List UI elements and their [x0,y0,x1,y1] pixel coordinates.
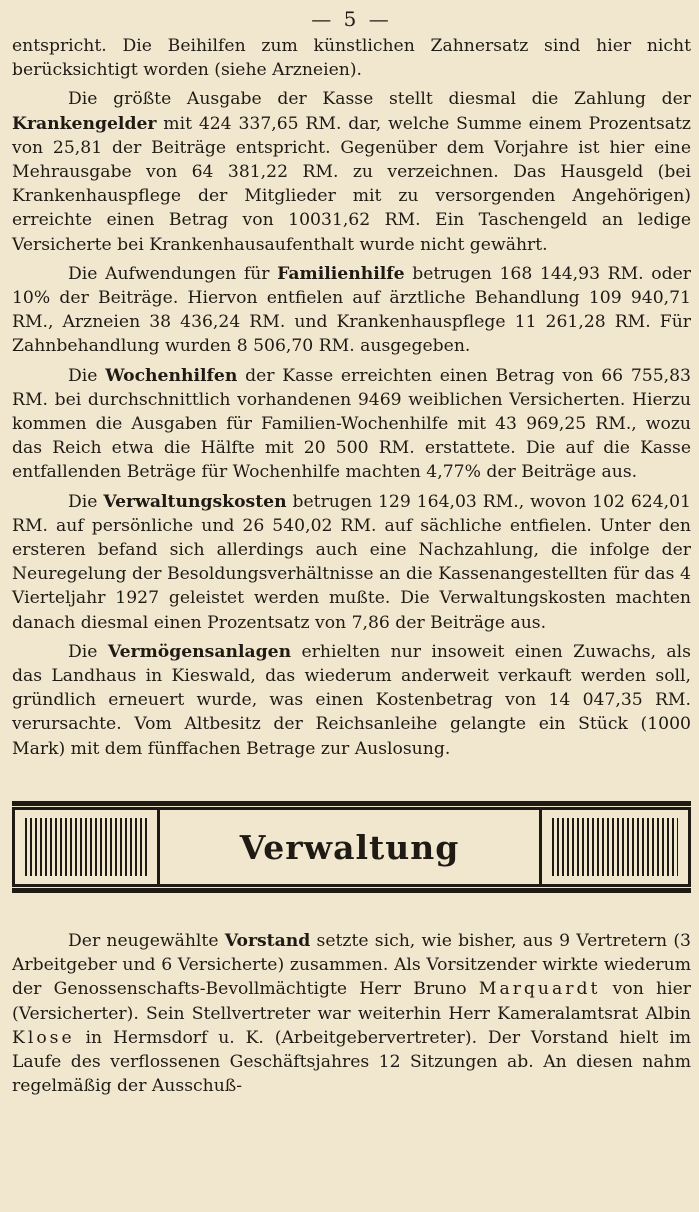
page-number: — 5 — [311,7,392,31]
paragraph [12,490,691,635]
paragraph [12,262,691,359]
paragraph [12,87,691,256]
banner-ornament-right [539,807,691,887]
section-heading: Verwaltung [239,828,460,868]
vertical-lines-ornament [552,818,678,876]
paragraph-text: Die [68,365,106,386]
spaced-name: Marquardt [478,979,601,1000]
paragraph-text: Die größte Ausgabe der Kasse stellt diesmal die Zahlung der [68,89,691,110]
paragraph-text: mit 424 337,65 RM. dar, welche Summe einem Prozentsatz von 25,81 der Beiträge entspricht. Gegenüber dem Vorjahre ist hier eine Mehrausgabe von 64 381,22 RM. zu verzeichnen. Das Hausgeld (bei Krankenhauspflege der Mitglieder mit zu versorgenden Angehörigen) erreichte einen Betrag von 10031,62 RM. Ein Taschengeld an ledige Versicherte bei Krankenhausaufenthalt wurde nicht gewährt. [12,113,691,255]
vertical-lines-ornament [25,818,147,876]
paragraph-text: der Kasse erreichten einen Betrag von 66 755,83 RM. bei durchschnittlich vorhandenen 9469 weiblichen Versicherten. Hierzu kommen die Ausgaben für Familien-Wochenhilfe mit 43 969,25 RM., wozu das Reich etwa die Hälfte mit 20 500 RM. erstattete. Die auf die Kasse entfallenden Beträge für Wochenhilfe machten 4,77% der Beiträge aus. [12,365,691,483]
paragraph-text: Der neugewählte [68,930,225,951]
banner-inner [12,807,691,887]
emphasized-term: Vermögensanlagen [107,641,292,662]
paragraph-text: Die [68,491,104,512]
paragraph-text: von hier (Versicherter). Sein Stellvertreter war weiterhin Herr Kameralamtsrat Albin [12,979,692,1024]
emphasized-term: Verwaltungskosten [103,491,287,512]
text-body [12,34,691,761]
paragraph-text: Die [68,641,108,662]
paragraph [12,364,691,485]
emphasized-term: Vorstand [224,930,311,951]
paragraph-text: betrugen 129 164,03 RM., wovon 102 624,01 RM. auf persönliche und 26 540,02 RM. auf sächliche entfielen. Unter den ersteren befand sich allerdings auch eine Nachzahlung, die infolge der Neuregelung der Besoldungsverhältnisse an die Kassenangestellten für das 4 Vierteljahr 1927 geleistet werden mußte. Die Verwaltungskosten machten danach diesmal einen Prozentsatz von 7,86 der Beiträge aus. [12,491,691,633]
banner-title-box [158,807,541,887]
paragraph [12,640,691,761]
paragraph-text: Die Aufwendungen für [68,263,278,284]
text-body-continued [12,929,691,1098]
paragraph-text: betrugen 168 144,93 RM. oder 10% der Beiträge. Hiervon entfielen auf ärztliche Behandlung 109 940,71 RM., Arzneien 38 436,24 RM. und Krankenhauspflege 11 261,28 RM. Für Zahnbehandlung wurden 8 506,70 RM. ausgegeben. [12,263,691,357]
paragraph [12,929,691,1098]
paragraph-text: entspricht. Die Beihilfen zum künstlichen Zahnersatz sind hier nicht berücksichtigt worden (siehe Arzneien). [12,36,691,81]
paragraph-text: setzte sich, wie bisher, aus 9 Vertretern (3 Arbeitgeber und 6 Versicherte) zusammen. Als Vorsitzender wirkte wiederum der Genossenschafts-Bevollmächtigte Herr Bruno [12,930,691,1000]
paragraph-text: in Hermsdorf u. K. (Arbeitgebervertreter). Der Vorstand hielt im Laufe des verflossenen Geschäftsjahres 12 Sitzungen ab. An diesen nahm regelmäßig der Ausschuß- [12,1027,691,1097]
paragraph [12,34,691,82]
spaced-name: Klose [12,1027,75,1048]
emphasized-term: Familienhilfe [277,263,405,284]
paragraph-text: erhielten nur insoweit einen Zuwachs, als das Landhaus in Kieswald, das wiederum anderweit verkauft werden soll, gründlich erneuert wurde, was einen Kostenbetrag von 14 047,35 RM. verursachte. Vom Altbesitz der Reichsanleihe gelangte ein Stück (1000 Mark) mit dem fünffachen Betrage zur Auslosung. [12,641,691,759]
banner-ornament-left [12,807,160,887]
emphasized-term: Krankengelder [12,113,157,134]
emphasized-term: Wochenhilfen [105,365,238,386]
section-banner [12,801,691,893]
